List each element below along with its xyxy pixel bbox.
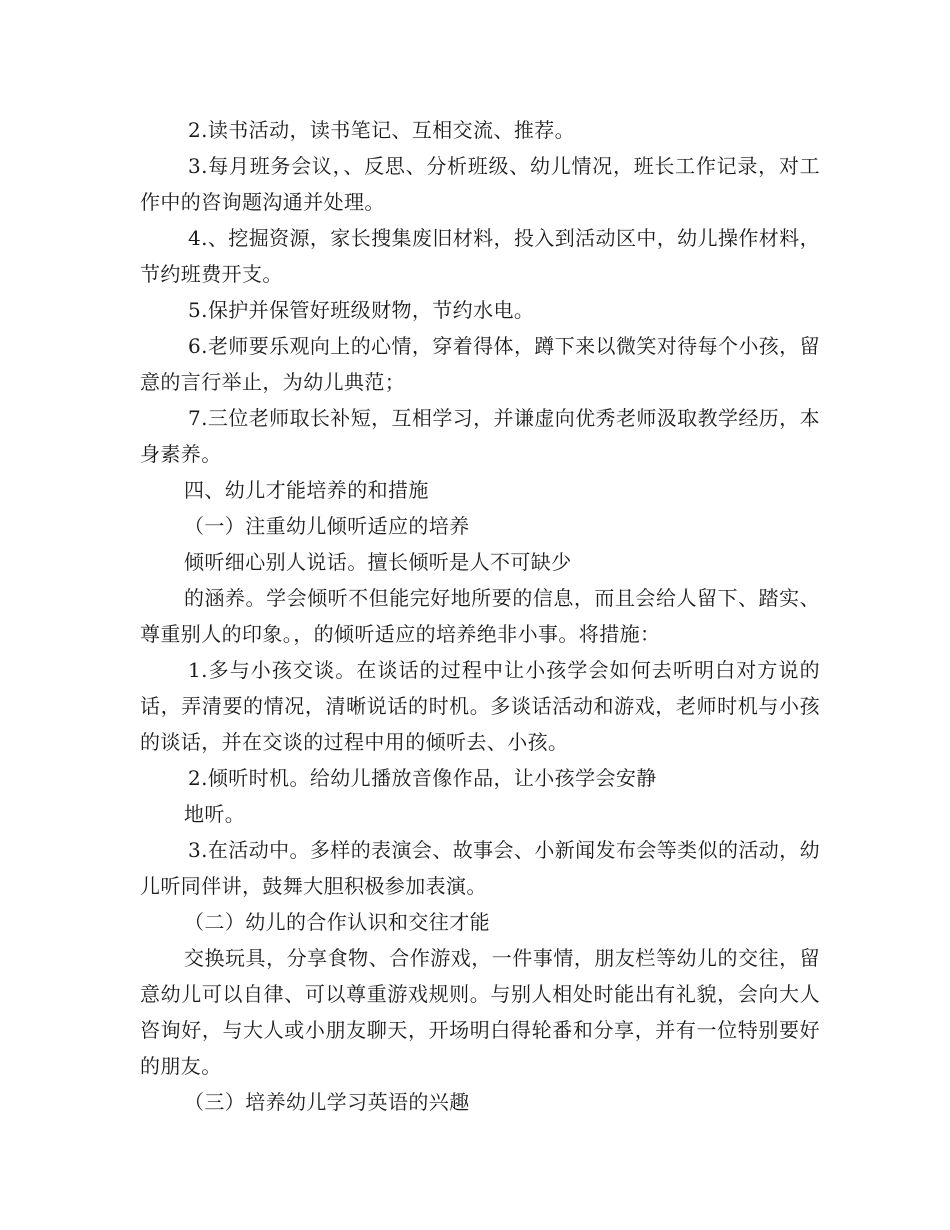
list-item-resources: 4.、挖掘资源，家长搜集废旧材料，投入到活动区中，幼儿操作材料，节约班费开支。 (140, 226, 820, 286)
subsection-heading-3: （三）培养幼儿学习英语的兴趣 (184, 1090, 470, 1114)
list-item-activities: 3.在活动中。多样的表演会、故事会、小新闻发布会等类似的活动，幼儿听同伴讲，鼓舞大胆积极参加表演。 (140, 838, 820, 898)
list-item-listening-chance-cont: 地听。 (184, 802, 246, 826)
document-body (140, 112, 820, 1120)
list-item-listening-chance: 2.倾听时机。给幼儿播放音像作品，让小孩学会安静 (188, 766, 657, 790)
subsection-heading-2: （二）幼儿的合作认识和交往才能 (184, 910, 490, 934)
paragraph-listening-body: 的涵养。学会倾听不但能完好地所要的信息，而且会给人留下、踏实、尊重别人的印象。，的倾听适应的培养绝非小事。将措施： (140, 586, 820, 646)
paragraph-cooperation: 交换玩具，分享食物、合作游戏，一件事情，朋友栏等幼儿的交往，留意幼儿可以自律、可以尊重游戏规则。与别人相处时能出有礼貌，会向大人咨询好，与大人或小朋友聊天，开场明白得轮番和分享，并有一位特别要好的朋友。 (140, 946, 820, 1078)
paragraph-listening-intro: 倾听细心别人说话。擅长倾听是人不可缺少 (184, 550, 572, 574)
section-heading-4: 四、幼儿才能培养的和措施 (184, 478, 429, 502)
subsection-heading-1: （一）注重幼儿倾听适应的培养 (184, 514, 470, 538)
list-item-talk: 1.多与小孩交谈。在谈话的过程中让小孩学会如何去听明白对方说的话，弄清要的情况，清晰说话的时机。多谈话活动和游戏，老师时机与小孩的谈话，并在交谈的过程中用的倾听去、小孩。 (140, 658, 820, 754)
list-item-teacher-learning: 7.三位老师取长补短，互相学习，并谦虚向优秀老师汲取教学经历，本身素养。 (140, 406, 820, 466)
list-item-reading: 2.读书活动，读书笔记、互相交流、推荐。 (188, 118, 576, 142)
list-item-class-meeting: 3.每月班务会议，、反思、分析班级、幼儿情况，班长工作记录，对工作中的咨询题沟通并处理。 (140, 154, 820, 214)
list-item-teacher-attitude: 6.老师要乐观向上的心情，穿着得体，蹲下来以微笑对待每个小孩，留意的言行举止，为幼儿典范； (140, 334, 820, 394)
list-item-property: 5.保护并保管好班级财物，节约水电。 (188, 298, 535, 322)
